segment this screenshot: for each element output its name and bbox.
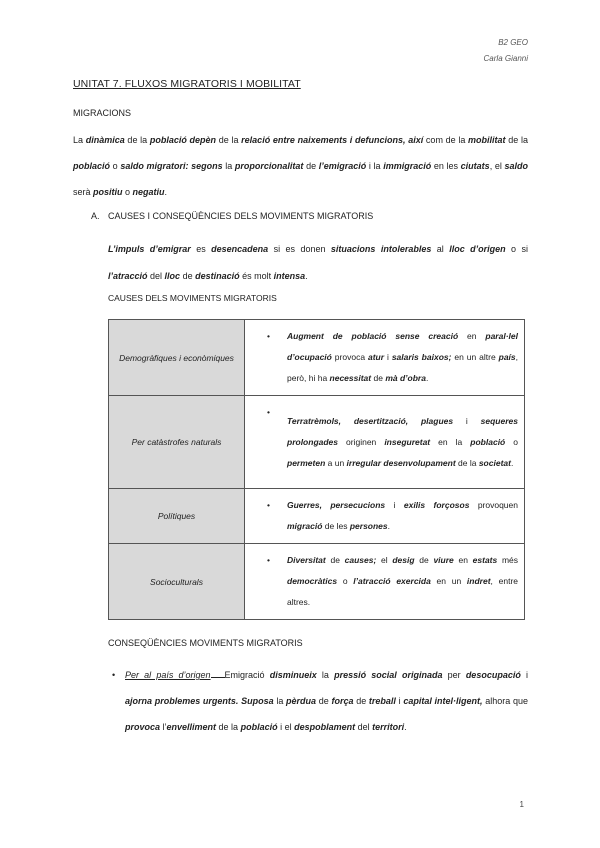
section-heading: MIGRACIONS bbox=[73, 108, 132, 118]
table-row bbox=[109, 396, 525, 489]
cause-description: • Terratrèmols, desertització, plagues i sequeres prolongades originen inseguretat en la població o permeten a un irregular desenvolupament de la societat. bbox=[245, 396, 525, 489]
page-number: 1 bbox=[519, 800, 524, 809]
cause-description: • Augment de població sense creació en paral·lel d’ocupació provoca atur i salaris baixos; en un altre país, però, hi ha necessitat de mà d’obra. bbox=[245, 320, 525, 396]
subsection-letter: A. bbox=[91, 211, 100, 221]
causes-table bbox=[108, 319, 525, 620]
bullet-icon: • bbox=[267, 555, 270, 565]
header-author: Carla Gianni bbox=[483, 54, 528, 63]
bullet-icon: • bbox=[267, 331, 270, 341]
cause-category: Demogràfiques i econòmiques bbox=[109, 320, 245, 396]
cause-category: Per catàstrofes naturals bbox=[109, 396, 245, 489]
consequences-heading: CONSEQÜÈNCIES MOVIMENTS MIGRATORIS bbox=[108, 638, 303, 648]
impuls-paragraph: L’impuls d’emigrar es desencadena si es donen situacions intolerables al lloc d’origen o si l’atracció del lloc de destinació és molt intensa. bbox=[108, 244, 528, 281]
bullet-icon: • bbox=[267, 407, 270, 417]
subsection-text: CAUSES I CONSEQÜÈNCIES DELS MOVIMENTS MIGRATORIS bbox=[108, 211, 374, 221]
causes-table-title: CAUSES DELS MOVIMENTS MIGRATORIS bbox=[108, 293, 277, 303]
bullet-icon: • bbox=[267, 500, 270, 510]
table-row bbox=[109, 320, 525, 396]
table-row bbox=[109, 489, 525, 544]
consequence-label: Per al país d’origen bbox=[125, 670, 211, 680]
cause-category: Socioculturals bbox=[109, 544, 245, 620]
subsection-heading bbox=[91, 211, 373, 221]
cause-description: • Guerres, persecucions i exilis forçosos provoquen migració de les persones. bbox=[245, 489, 525, 544]
page-title: UNITAT 7. FLUXOS MIGRATORIS I MOBILITAT bbox=[73, 78, 301, 90]
bullet-icon: • bbox=[112, 670, 116, 680]
cause-category: Polítiques bbox=[109, 489, 245, 544]
cause-description: • Diversitat de causes; el desig de viure en estats més democràtics o l’atracció exercida en un indret, entre altres. bbox=[245, 544, 525, 620]
header-course: B2 GEO bbox=[498, 38, 528, 47]
table-row bbox=[109, 544, 525, 620]
intro-paragraph: La dinàmica de la població depèn de la relació entre naixements i defuncions, així com de la mobilitat de la població o saldo migratori: segons la proporcionalitat de l’emigració i la immigració en les ciutats, el saldo serà positiu o negatiu. bbox=[73, 135, 528, 197]
consequences-paragraph: • Per al país d’origen Emigració disminueix la pressió social originada per desocupació i ajorna problemes urgents. Suposa la pèrdua de força de treball i capital intel·ligent, alhora que provoca l’envelliment de la població i el despoblament del territori. bbox=[125, 662, 528, 740]
